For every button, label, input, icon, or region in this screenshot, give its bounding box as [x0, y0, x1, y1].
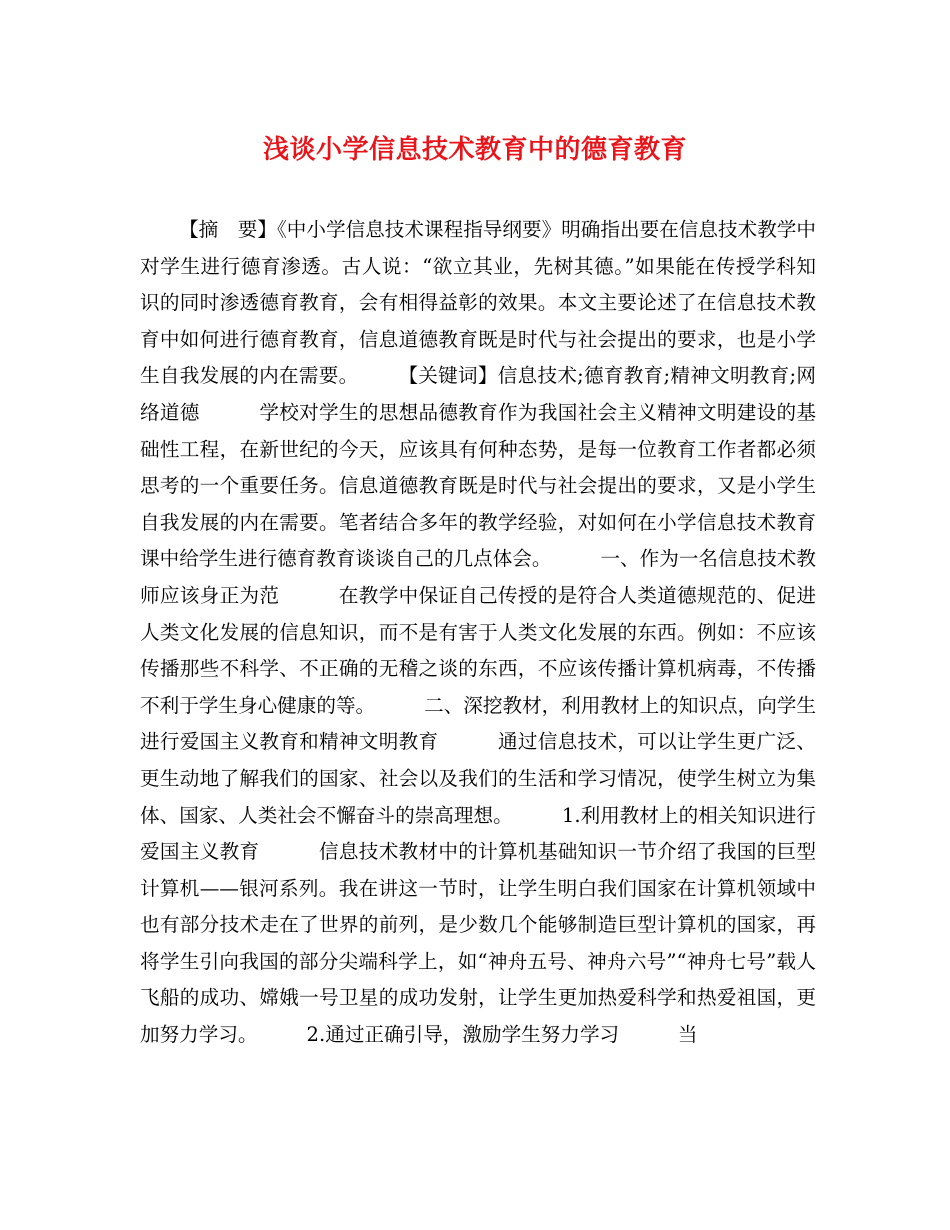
- document-body: 【摘 要】《中小学信息技术课程指导纲要》明确指出要在信息技术教学中对学生进行德育渗透。古人说：“欲立其业，先树其德。”如果能在传授学科知识的同时渗透德育教育，会有相得益彰的效果。本文主要论述了在信息技术教育中如何进行德育教育，信息道德教育既是时代与社会提出的要求，也是小学生自我发展的内在需要。 【关键词】信息技术;德育教育;精神文明教育;网络道德 学校对学生的思想品德教育作为我国社会主义精神文明建设的基础性工程，在新世纪的今天，应该具有何种态势，是每一位教育工作者都必须思考的一个重要任务。信息道德教育既是时代与社会提出的要求，又是小学生自我发展的内在需要。笔者结合多年的教学经验，对如何在小学信息技术教育课中给学生进行德育教育谈谈自己的几点体会。 一、作为一名信息技术教师应该身正为范 在教学中保证自己传授的是符合人类道德规范的、促进人类文化发展的信息知识，而不是有害于人类文化发展的东西。例如：不应该传播那些不科学、不正确的无稽之谈的东西，不应该传播计算机病毒，不传播不利于学生身心健康的等。 二、深挖教材，利用教材上的知识点，向学生进行爱国主义教育和精神文明教育 通过信息技术，可以让学生更广泛、更生动地了解我们的国家、社会以及我们的生活和学习情况，使学生树立为集体、国家、人类社会不懈奋斗的崇高理想。 1.利用教材上的相关知识进行爱国主义教育 信息技术教材中的计算机基础知识一节介绍了我国的巨型计算机——银河系列。我在讲这一节时，让学生明白我们国家在计算机领域中也有部分技术走在了世界的前列，是少数几个能够制造巨型计算机的国家，再将学生引向我国的部分尖端科学上，如“神舟五号、神舟六号”“神舟七号”载人飞船的成功、嫦娥一号卫星的成功发射，让学生更加热爱科学和热爱祖国，更加努力学习。 2.通过正确引导，激励学生努力学习 当: [140, 218, 816, 1047]
- document-title: 浅谈小学信息技术教育中的德育教育: [262, 135, 687, 165]
